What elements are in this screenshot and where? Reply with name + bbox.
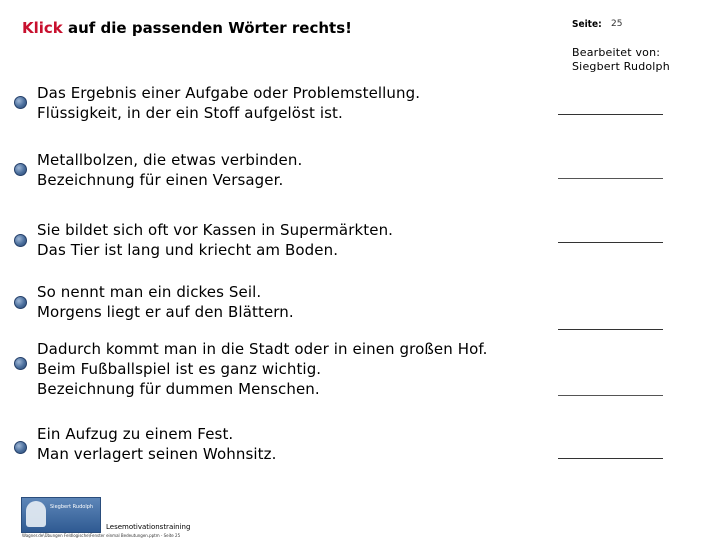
clue-2: [37, 150, 302, 190]
clue-5: [37, 339, 488, 399]
page-label: Seite:: [572, 19, 602, 30]
edited-by-name: Siegbert Rudolph: [572, 60, 670, 73]
clue-4: [37, 282, 294, 322]
page-title: [22, 19, 352, 37]
title-accent: Klick: [22, 19, 63, 37]
clue-2-line-1: Metallbolzen, die etwas verbinden.: [37, 151, 303, 169]
page-number: 25: [611, 19, 623, 29]
clue-3-line-2: Das Tier ist lang und kriecht am Boden.: [37, 241, 339, 259]
clue-bullet-3[interactable]: [14, 234, 27, 247]
clue-3: [37, 220, 393, 260]
logo-mark-icon: [26, 501, 46, 527]
clue-bullet-1[interactable]: [14, 96, 27, 109]
clue-1-line-1: Das Ergebnis einer Aufgabe oder Problemstellung.: [37, 84, 421, 102]
footer-path: Wagner.de\Übungen Feldlogische\Fenster einmal Bedeutungen.pptm - Seite 25: [22, 533, 181, 538]
clue-5-line-2: Beim Fußballspiel ist es ganz wichtig.: [37, 360, 322, 378]
clue-6: [37, 424, 276, 464]
clue-4-line-2: Morgens liegt er auf den Blättern.: [37, 303, 294, 321]
clue-5-line-3: Bezeichnung für dummen Menschen.: [37, 380, 320, 398]
clue-3-line-1: Sie bildet sich oft vor Kassen in Supermärkten.: [37, 221, 394, 239]
clue-bullet-5[interactable]: [14, 357, 27, 370]
clue-1-line-2: Flüssigkeit, in der ein Stoff aufgelöst ist.: [37, 104, 343, 122]
footer-title: Lesemotivationstraining: [106, 523, 191, 531]
edited-by: [572, 46, 670, 74]
answer-slot-6[interactable]: [558, 458, 663, 459]
answer-slot-4[interactable]: [558, 329, 663, 330]
clue-6-line-1: Ein Aufzug zu einem Fest.: [37, 425, 234, 443]
logo-text: Siegbert Rudolph: [50, 504, 94, 510]
logo: [21, 497, 101, 533]
answer-slot-2[interactable]: [558, 178, 663, 179]
edited-by-label: Bearbeitet von:: [572, 46, 661, 59]
answer-slot-5[interactable]: [558, 395, 663, 396]
clue-1: [37, 83, 420, 123]
answer-slot-3[interactable]: [558, 242, 663, 243]
clue-4-line-1: So nennt man ein dickes Seil.: [37, 283, 262, 301]
clue-5-line-1: Dadurch kommt man in die Stadt oder in einen großen Hof.: [37, 340, 488, 358]
title-text: auf die passenden Wörter rechts!: [62, 19, 352, 37]
clue-2-line-2: Bezeichnung für einen Versager.: [37, 171, 284, 189]
clue-bullet-4[interactable]: [14, 296, 27, 309]
clue-6-line-2: Man verlagert seinen Wohnsitz.: [37, 445, 277, 463]
answer-slot-1[interactable]: [558, 114, 663, 115]
clue-bullet-2[interactable]: [14, 163, 27, 176]
clue-bullet-6[interactable]: [14, 441, 27, 454]
